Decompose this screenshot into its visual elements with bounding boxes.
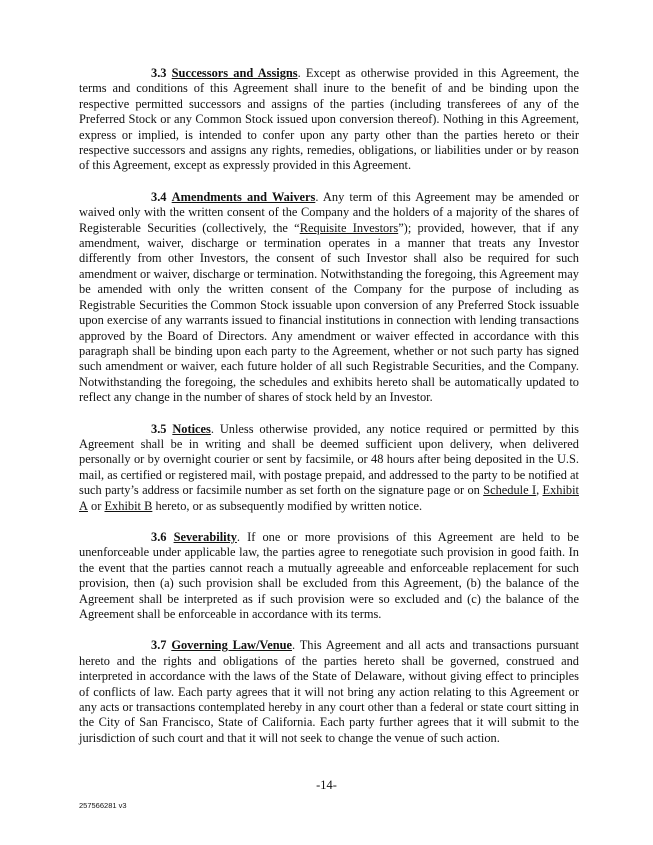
section-3-4: [79, 190, 579, 406]
separator-text: or: [87, 498, 105, 513]
section-number: 3.6: [151, 529, 167, 544]
section-number: 3.3: [151, 66, 167, 80]
section-heading: Amendments and Waivers: [171, 189, 316, 204]
schedule-reference: Schedule I: [483, 483, 537, 498]
defined-term: Requisite Investors: [299, 220, 399, 235]
exhibit-a-reference: Exhibit A: [79, 483, 579, 513]
section-body: . Unless otherwise provided, any notice required or permitted by this Agreement shall be in writing and shall be deemed sufficient upon delivery, when delivered personally or by overnight courier or sent by facsimile, or 48 hours after being deposited in the U.S. mail, as certified or registered mail, with postage prepaid, and addressed to the party to be notified at such party’s address or facsimile number as set forth on the signature page or on: [79, 421, 579, 498]
section-3-3: [79, 66, 579, 174]
section-heading: Governing Law/Venue: [171, 638, 293, 653]
section-body: . If one or more provisions of this Agreement are held to be unenforceable under applicable law, the parties agree to renegotiate such provision in good faith. In the event that the parties cannot reach a mutually agreeable and enforceable replacement for such provision, then (a) such provision shall be excluded from this Agreement, (b) the balance of the Agreement shall be interpreted as if such provision were so excluded and (c) the balance of the Agreement shall be enforceable in accordance with its terms.: [79, 529, 579, 621]
section-body: . Any term of this Agreement may be amended or waived only with the written consent of the Company and the holders of a majority of the shares of Registerable Securities (collectively, the “: [79, 189, 579, 235]
section-number: 3.5: [151, 421, 167, 436]
section-heading: Successors and Assigns: [171, 66, 298, 80]
section-body-continued: hereto, or as subsequently modified by written notice.: [152, 498, 423, 513]
section-body: . Except as otherwise provided in this Agreement, the terms and conditions of this Agreement shall inure to the benefit of and be binding upon the respective permitted successors and assigns of the parties (including transferees of any of the Preferred Stock or any Common Stock issued upon conversion thereof). Nothing in this Agreement, express or implied, is intended to confer upon any party other than the parties hereto or their respective successors and assigns any rights, remedies, obligations, or liabilities under or by reason of this Agreement, except as expressly provided in this Agreement.: [79, 66, 580, 173]
section-heading: Severability: [173, 529, 237, 544]
document-id: 257566281 v3: [79, 801, 127, 810]
section-body-continued: ”); provided, however, that if any amendment, waiver, discharge or termination operates in a manner that treats any Investor differently from other Investors, the consent of such Investor shall also be required for such amendment or waiver, discharge or termination. Notwithstanding the foregoing, this Agreement may be amended with only the written consent of the Company for the purpose of including as Registrable Securities the Common Stock issuable upon conversion of any Preferred Stock issuable upon exercise of any warrants issued to financial institutions in connection with lending transactions approved by the Board of Directors. Any amendment or waiver effected in accordance with this paragraph shall be binding upon each party to the Agreement, whether or not such party has signed such amendment or waiver, each future holder of all such Registrable Securities, and the Company. Notwithstanding the foregoing, the schedules and exhibits hereto shall be automatically updated to reflect any change in the number of shares of stock held by an Investor.: [79, 220, 579, 405]
section-heading: Notices: [172, 421, 211, 436]
document-page: [79, 66, 579, 762]
separator-text: ,: [536, 483, 543, 498]
exhibit-b-reference: Exhibit B: [104, 498, 153, 513]
section-number: 3.7: [151, 638, 167, 653]
section-3-6: [79, 530, 579, 622]
page-number: -14-: [316, 778, 337, 792]
section-3-5: [79, 422, 579, 514]
section-3-7: [79, 638, 579, 746]
section-number: 3.4: [151, 189, 167, 204]
section-body: . This Agreement and all acts and transactions pursuant hereto and the rights and obligations of the parties hereto shall be governed, construed and interpreted in accordance with the laws of the State of Delaware, without giving effect to principles of conflicts of law. Each party agrees that it will not bring any action relating to this Agreement or any acts or transactions contemplated hereby in any court other than a federal or state court sitting in the City of San Francisco, State of California. Each party further agrees that it will submit to the jurisdiction of such court and that it will not seek to change the venue of such action.: [79, 638, 579, 745]
